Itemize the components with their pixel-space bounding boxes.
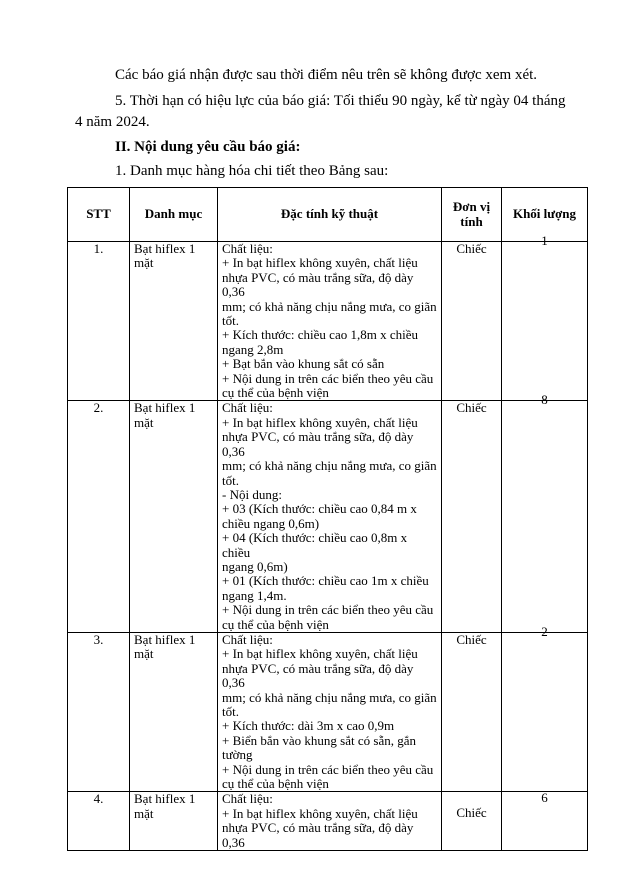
cell-qty-value: 2 — [541, 623, 548, 639]
cell-qty — [502, 792, 588, 851]
cell-spec-line: + Kích thước: chiều cao 1,8m x chiều — [222, 327, 418, 343]
cell-spec-line: cụ thể của bệnh viện — [222, 616, 329, 632]
cell-name-line: mặt — [134, 646, 154, 662]
cell-spec — [218, 632, 442, 791]
cell-unit: Chiếc — [442, 401, 502, 633]
note-paragraph: Các báo giá nhận được sau thời điểm nêu trên sẽ không được xem xét. — [115, 67, 538, 83]
cell-spec-line: ngang 1,4m. — [222, 587, 287, 603]
cell-spec-line: + 03 (Kích thước: chiều cao 0,84 m x — [222, 501, 417, 517]
cell-name-line: Bạt hiflex 1 — [134, 241, 196, 256]
cell-spec-line: - Nội dung: — [222, 486, 282, 502]
cell-spec-line: + Kích thước: dài 3m x cao 0,9m — [222, 718, 395, 734]
list-intro-paragraph: 1. Danh mục hàng hóa chi tiết theo Bảng sau: — [115, 163, 389, 179]
cell-spec-line: tường — [222, 747, 253, 763]
cell-name — [130, 632, 218, 791]
cell-stt: 3. — [68, 632, 130, 791]
cell-spec — [218, 242, 442, 401]
cell-spec-line: cụ thể của bệnh viện — [222, 385, 329, 401]
cell-spec-line: + In bạt hiflex không xuyên, chất liệu — [222, 255, 418, 271]
cell-spec-line: + Biển bắn vào khung sắt có sẵn, gắn — [222, 732, 416, 748]
cell-qty-value: 8 — [541, 392, 548, 408]
cell-spec-line: tốt. — [222, 313, 239, 329]
cell-spec-line: nhựa PVC, có màu trắng sữa, độ dày 0,36 — [222, 269, 414, 300]
cell-qty — [502, 233, 588, 401]
cell-spec-line: ngang 0,6m) — [222, 558, 288, 574]
cell-spec-line: Chất liệu: — [222, 631, 273, 647]
header-unit — [442, 188, 502, 242]
cell-spec-line: nhựa PVC, có màu trắng sữa, độ dày 0,36 — [222, 820, 414, 850]
cell-name — [130, 401, 218, 633]
cell-spec-line: tốt. — [222, 472, 239, 488]
cell-spec-line: + Nội dung in trên các biển theo yêu cầu — [222, 602, 434, 618]
cell-spec-line: + In bạt hiflex không xuyên, chất liệu — [222, 414, 418, 430]
cell-qty — [502, 623, 588, 791]
cell-spec-line: + Nội dung in trên các biển theo yêu cầu — [222, 761, 434, 777]
cell-qty — [502, 392, 588, 633]
cell-spec-line: mm; có khả năng chịu nắng mưa, co giãn — [222, 298, 437, 314]
cell-name — [130, 792, 218, 851]
table-row — [68, 242, 588, 401]
cell-spec-line: + In bạt hiflex không xuyên, chất liệu — [222, 646, 418, 662]
cell-spec-line: tốt. — [222, 704, 239, 719]
cell-spec — [218, 792, 442, 851]
cell-spec-line: cụ thể của bệnh viện — [222, 776, 329, 792]
cell-spec-line: + In bạt hiflex không xuyên, chất liệu — [222, 805, 418, 821]
cell-spec-line: + Bạt bắn vào khung sắt có sẵn — [222, 356, 385, 372]
cell-spec-line: Chất liệu: — [222, 241, 273, 256]
cell-stt: 1. — [68, 242, 130, 401]
section-title: II. Nội dung yêu cầu báo giá: — [115, 139, 301, 155]
cell-stt: 2. — [68, 401, 130, 633]
cell-unit: Chiếc — [442, 242, 502, 401]
cell-qty-value: 6 — [541, 790, 548, 806]
goods-table — [67, 187, 588, 851]
cell-name-line: mặt — [134, 414, 154, 430]
header-spec: Đặc tính kỹ thuật — [218, 188, 442, 242]
header-name: Danh mục — [130, 188, 218, 242]
header-stt: STT — [68, 188, 130, 242]
cell-name-line: Bạt hiflex 1 — [134, 400, 196, 416]
cell-qty-value: 1 — [541, 233, 548, 248]
cell-spec-line: ngang 2,8m — [222, 341, 284, 357]
cell-unit: Chiếc — [442, 792, 502, 851]
cell-unit: Chiếc — [442, 632, 502, 791]
cell-spec-line: Chất liệu: — [222, 400, 273, 416]
header-unit-line1: Đơn vị — [452, 199, 491, 215]
cell-name-line: mặt — [134, 255, 154, 271]
cell-spec-line: mm; có khả năng chịu nắng mưa, co giãn — [222, 689, 437, 705]
cell-spec-line: Chất liệu: — [222, 791, 273, 807]
cell-spec — [218, 401, 442, 633]
cell-spec-line: + 04 (Kích thước: chiều cao 0,8m x chiều — [222, 530, 408, 560]
cell-stt: 4. — [68, 792, 130, 851]
cell-name — [130, 242, 218, 401]
header-qty: Khối lượng — [502, 188, 588, 242]
validity-paragraph-line1: 5. Thời hạn có hiệu lực của báo giá: Tối thiểu 90 ngày, kể từ ngày 04 tháng — [115, 93, 566, 109]
cell-spec-line: mm; có khả năng chịu nắng mưa, co giãn — [222, 458, 437, 474]
validity-paragraph-line2: 4 năm 2024. — [75, 114, 150, 130]
cell-spec-line: + Nội dung in trên các biển theo yêu cầu — [222, 370, 434, 386]
table-row — [68, 632, 588, 791]
cell-spec-line: chiều ngang 0,6m) — [222, 515, 320, 531]
cell-spec-line: nhựa PVC, có màu trắng sữa, độ dày 0,36 — [222, 429, 414, 459]
cell-spec-line: nhựa PVC, có màu trắng sữa, độ dày 0,36 — [222, 660, 414, 691]
table-row — [68, 401, 588, 633]
cell-name-line: Bạt hiflex 1 — [134, 791, 196, 807]
cell-name-line: Bạt hiflex 1 — [134, 631, 196, 647]
cell-spec-line: + 01 (Kích thước: chiều cao 1m x chiều — [222, 573, 429, 589]
table-row — [68, 792, 588, 851]
header-unit-line2: tính — [460, 213, 483, 229]
table-header-row — [68, 188, 588, 242]
cell-name-line: mặt — [134, 805, 154, 821]
